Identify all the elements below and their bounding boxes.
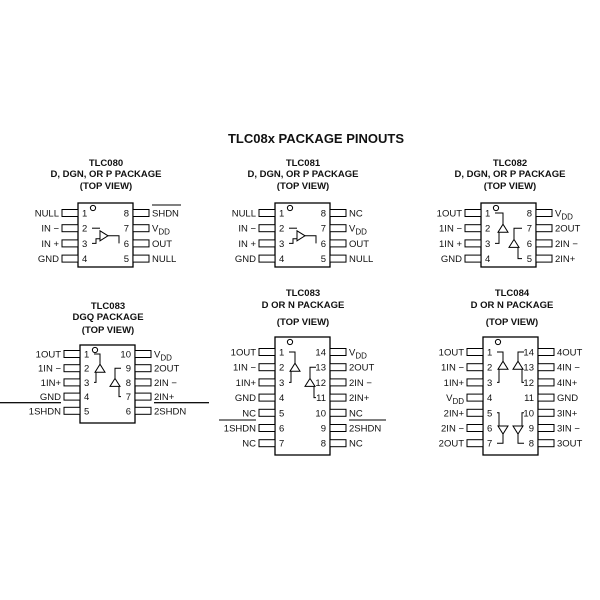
pin-number: 5 bbox=[123, 254, 129, 266]
pin-number: 14 bbox=[523, 347, 534, 359]
pin-label: 3IN+ bbox=[557, 408, 578, 420]
pin-label: IN − bbox=[41, 223, 59, 235]
package-header: TLC081 bbox=[285, 158, 321, 169]
pin-lead bbox=[133, 225, 149, 232]
pin-number: 3 bbox=[82, 238, 88, 250]
pin-lead bbox=[62, 210, 78, 217]
pin-number: 5 bbox=[526, 254, 532, 266]
pin-lead bbox=[62, 255, 78, 262]
pin-number: 10 bbox=[315, 408, 326, 420]
pin-label: NC bbox=[349, 208, 363, 220]
pin-number: 6 bbox=[125, 406, 131, 418]
pin-number: 3 bbox=[487, 377, 493, 389]
package-header: D, DGN, OR P PACKAGE bbox=[247, 169, 359, 180]
pin-label: 1IN+ bbox=[40, 377, 61, 389]
pin-number: 9 bbox=[528, 423, 534, 435]
pin-lead bbox=[133, 240, 149, 247]
pin-label: GND bbox=[234, 254, 256, 266]
pin-number: 7 bbox=[125, 392, 131, 404]
pin-lead bbox=[467, 394, 483, 401]
pin-label: 2IN+ bbox=[555, 254, 576, 266]
pin-number: 10 bbox=[120, 349, 131, 361]
pin-number: 4 bbox=[279, 254, 285, 266]
pin-number: 7 bbox=[526, 223, 532, 235]
package-header: TLC080 bbox=[88, 158, 124, 169]
pin-label: GND bbox=[557, 393, 579, 405]
pin-lead bbox=[62, 225, 78, 232]
pin-label: 2IN+ bbox=[154, 392, 175, 404]
pin-label: $V_{DD}$ bbox=[349, 347, 367, 361]
pin-number: 6 bbox=[279, 423, 285, 435]
pin-lead bbox=[538, 349, 554, 356]
pin-label: NULL bbox=[349, 254, 374, 266]
package-header: TLC082 bbox=[492, 158, 528, 169]
pin-lead bbox=[135, 407, 151, 414]
pin-lead bbox=[330, 349, 346, 356]
pin-lead bbox=[330, 425, 346, 432]
pin-label: 2IN − bbox=[154, 377, 177, 389]
pin-number: 12 bbox=[315, 377, 326, 389]
pin-label: OUT bbox=[349, 238, 370, 250]
pin-number: 5 bbox=[320, 254, 326, 266]
page-title: TLC08x PACKAGE PINOUTS bbox=[227, 131, 405, 146]
pin-lead bbox=[64, 379, 80, 386]
pin-label: 1IN+ bbox=[235, 377, 256, 389]
pin-number: 8 bbox=[320, 208, 326, 220]
pin-lead bbox=[465, 225, 481, 232]
pin-lead bbox=[330, 379, 346, 386]
pin-number: 6 bbox=[320, 238, 326, 250]
pin-number: 3 bbox=[485, 238, 491, 250]
pin-number: 6 bbox=[487, 423, 493, 435]
pin-number: 5 bbox=[487, 408, 493, 420]
pin-lead bbox=[536, 255, 552, 262]
pin-label: $V_{DD}$ bbox=[152, 223, 170, 237]
pin-label: SHDN bbox=[152, 208, 179, 220]
package-tlc081 bbox=[232, 158, 374, 267]
pin-label: 2OUT bbox=[438, 438, 464, 450]
pin-lead bbox=[259, 349, 275, 356]
pin-number: 11 bbox=[316, 393, 326, 405]
pin-label: 1IN − bbox=[233, 362, 256, 374]
pin-lead bbox=[465, 210, 481, 217]
pin-label: NULL bbox=[231, 208, 256, 220]
pin-number: 3 bbox=[279, 238, 285, 250]
pin-label: 2IN − bbox=[555, 238, 578, 250]
pin-lead bbox=[135, 365, 151, 372]
pin-number: 4 bbox=[82, 254, 88, 266]
pin-label: 2OUT bbox=[555, 223, 581, 235]
pin-lead bbox=[330, 364, 346, 371]
pin-number: 10 bbox=[523, 408, 534, 420]
pin-lead bbox=[64, 393, 80, 400]
pin-number: 9 bbox=[125, 363, 131, 375]
pin-number: 8 bbox=[526, 208, 532, 220]
pin-label: NULL bbox=[152, 254, 177, 266]
pin-lead bbox=[330, 409, 346, 416]
pin-lead bbox=[536, 240, 552, 247]
pin-label: 1IN − bbox=[38, 363, 61, 375]
package-tlc083-dgq bbox=[0, 301, 209, 423]
pin-label: 1IN + bbox=[439, 238, 462, 250]
pin-number: 3 bbox=[84, 377, 90, 389]
pin-lead bbox=[465, 255, 481, 262]
pin-number: 9 bbox=[320, 423, 326, 435]
pin-label: IN − bbox=[238, 223, 256, 235]
pin-number: 1 bbox=[279, 347, 285, 359]
pin-lead bbox=[135, 393, 151, 400]
package-tlc084 bbox=[439, 288, 583, 455]
pin-lead bbox=[467, 409, 483, 416]
pin-lead bbox=[259, 440, 275, 447]
pin-label: OUT bbox=[152, 238, 173, 250]
package-tlc082 bbox=[437, 158, 581, 267]
pin-label: $V_{DD}$ bbox=[154, 349, 172, 363]
pin1-marker bbox=[92, 347, 97, 352]
pin-label: 1OUT bbox=[230, 347, 256, 359]
pin-number: 5 bbox=[279, 408, 285, 420]
pin-label: $V_{DD}$ bbox=[349, 223, 367, 237]
pin-label: NC bbox=[349, 408, 363, 420]
pin-number: 4 bbox=[84, 392, 90, 404]
pin-lead bbox=[259, 225, 275, 232]
pin-number: 2 bbox=[84, 363, 90, 375]
pin-label: NC bbox=[349, 438, 363, 450]
pin-lead bbox=[133, 210, 149, 217]
pin-label: 2SHDN bbox=[349, 423, 382, 435]
pin-number: 6 bbox=[526, 238, 532, 250]
pin-lead bbox=[467, 440, 483, 447]
pin-lead bbox=[259, 364, 275, 371]
pin-lead bbox=[135, 379, 151, 386]
pin-number: 6 bbox=[123, 238, 129, 250]
pin-label: 4IN − bbox=[557, 362, 580, 374]
pin-label: GND bbox=[234, 393, 256, 405]
pin-label: IN + bbox=[238, 238, 256, 250]
package-tlc083-dn bbox=[219, 288, 386, 455]
pin-lead bbox=[467, 349, 483, 356]
pin-lead bbox=[133, 255, 149, 262]
pin-lead bbox=[135, 351, 151, 358]
pin-lead bbox=[64, 365, 80, 372]
pin1-marker bbox=[90, 205, 95, 210]
pin-lead bbox=[467, 379, 483, 386]
pin-lead bbox=[538, 364, 554, 371]
pin-number: 2 bbox=[279, 362, 285, 374]
pin-lead bbox=[259, 425, 275, 432]
pin-number: 13 bbox=[523, 362, 534, 374]
pin-lead bbox=[330, 394, 346, 401]
package-header: DGQ PACKAGE bbox=[72, 312, 144, 323]
pin-label: 4OUT bbox=[557, 347, 583, 359]
pin-lead bbox=[330, 210, 346, 217]
pin-label: 1OUT bbox=[436, 208, 462, 220]
pin-label: GND bbox=[39, 392, 61, 404]
pin-label: NULL bbox=[34, 208, 59, 220]
pin-label: 1IN − bbox=[439, 223, 462, 235]
pin-lead bbox=[259, 394, 275, 401]
pin-label: 1IN+ bbox=[443, 377, 464, 389]
pin-label: 1SHDN bbox=[223, 423, 256, 435]
pin-number: 12 bbox=[523, 377, 534, 389]
pin-label: 2IN+ bbox=[349, 393, 370, 405]
pin1-marker bbox=[287, 205, 292, 210]
pin-lead bbox=[536, 210, 552, 217]
pin-label: 3IN − bbox=[557, 423, 580, 435]
pin-label: GND bbox=[440, 254, 462, 266]
pin1-marker bbox=[287, 339, 292, 344]
pin-lead bbox=[467, 425, 483, 432]
package-header: (TOP VIEW) bbox=[79, 181, 133, 192]
pin-lead bbox=[538, 394, 554, 401]
pin-lead bbox=[538, 379, 554, 386]
pin-number: 1 bbox=[487, 347, 493, 359]
pin-number: 8 bbox=[123, 208, 129, 220]
package-header: (TOP VIEW) bbox=[483, 181, 537, 192]
pin-label: 1OUT bbox=[35, 349, 61, 361]
pin-number: 5 bbox=[84, 406, 90, 418]
pin-label: 2SHDN bbox=[154, 406, 187, 418]
pin-label: IN + bbox=[41, 238, 59, 250]
pin-number: 8 bbox=[528, 438, 534, 450]
pin-lead bbox=[538, 425, 554, 432]
pin-lead bbox=[259, 240, 275, 247]
pin-lead bbox=[330, 240, 346, 247]
pin-label: 2OUT bbox=[154, 363, 180, 375]
pin-label: 2IN − bbox=[349, 377, 372, 389]
pin-label: 2IN − bbox=[441, 423, 464, 435]
pin-number: 7 bbox=[279, 438, 285, 450]
pin-number: 2 bbox=[82, 223, 88, 235]
package-header: D OR N PACKAGE bbox=[470, 300, 554, 311]
package-header: (TOP VIEW) bbox=[81, 325, 135, 336]
pin-label: $V_{DD}$ bbox=[555, 208, 573, 222]
package-header: D, DGN, OR P PACKAGE bbox=[454, 169, 566, 180]
pin-label: 2OUT bbox=[349, 362, 375, 374]
pin-lead bbox=[259, 255, 275, 262]
pin-label: 1OUT bbox=[438, 347, 464, 359]
pin-number: 7 bbox=[487, 438, 493, 450]
pin-number: 1 bbox=[279, 208, 285, 220]
pin-number: 4 bbox=[485, 254, 491, 266]
pin-lead bbox=[538, 440, 554, 447]
package-header: (TOP VIEW) bbox=[485, 317, 539, 328]
pin-number: 11 bbox=[524, 393, 534, 405]
pin-lead bbox=[465, 240, 481, 247]
pin-number: 2 bbox=[279, 223, 285, 235]
package-header: (TOP VIEW) bbox=[276, 181, 330, 192]
pin-lead bbox=[64, 407, 80, 414]
pin-lead bbox=[259, 379, 275, 386]
pin-number: 2 bbox=[485, 223, 491, 235]
pin-number: 4 bbox=[487, 393, 493, 405]
pin-label: 2IN+ bbox=[443, 408, 464, 420]
pin-number: 4 bbox=[279, 393, 285, 405]
pin1-marker bbox=[495, 339, 500, 344]
pin-label: 1IN − bbox=[441, 362, 464, 374]
pin-lead bbox=[536, 225, 552, 232]
package-tlc080 bbox=[35, 158, 181, 267]
pin-label: NC bbox=[242, 438, 256, 450]
pin-number: 8 bbox=[320, 438, 326, 450]
package-header: D OR N PACKAGE bbox=[261, 300, 345, 311]
package-header: TLC084 bbox=[494, 288, 530, 299]
pin-label: NC bbox=[242, 408, 256, 420]
pin-number: 1 bbox=[82, 208, 88, 220]
pin-label: 1SHDN bbox=[28, 406, 61, 418]
pin-lead bbox=[538, 409, 554, 416]
pin-number: 7 bbox=[123, 223, 129, 235]
pin-number: 2 bbox=[487, 362, 493, 374]
pin-lead bbox=[62, 240, 78, 247]
pin-number: 1 bbox=[485, 208, 491, 220]
pin-lead bbox=[467, 364, 483, 371]
pin-label: GND bbox=[37, 254, 59, 266]
package-header: (TOP VIEW) bbox=[276, 317, 330, 328]
pin-number: 1 bbox=[84, 349, 90, 361]
pin-number: 3 bbox=[279, 377, 285, 389]
pin-lead bbox=[330, 255, 346, 262]
pin-lead bbox=[64, 351, 80, 358]
pin-lead bbox=[259, 210, 275, 217]
pin-label: 3OUT bbox=[557, 438, 583, 450]
pin-label: 4IN+ bbox=[557, 377, 578, 389]
pin-lead bbox=[330, 225, 346, 232]
pin-lead bbox=[330, 440, 346, 447]
pin-number: 7 bbox=[320, 223, 326, 235]
pin-number: 13 bbox=[315, 362, 326, 374]
package-header: D, DGN, OR P PACKAGE bbox=[50, 169, 162, 180]
pin-number: 14 bbox=[315, 347, 326, 359]
package-header: TLC083 bbox=[285, 288, 321, 299]
pin1-marker bbox=[493, 205, 498, 210]
pin-label: $V_{DD}$ bbox=[446, 393, 464, 407]
pin-lead bbox=[259, 409, 275, 416]
pin-number: 8 bbox=[125, 377, 131, 389]
package-header: TLC083 bbox=[90, 301, 126, 312]
